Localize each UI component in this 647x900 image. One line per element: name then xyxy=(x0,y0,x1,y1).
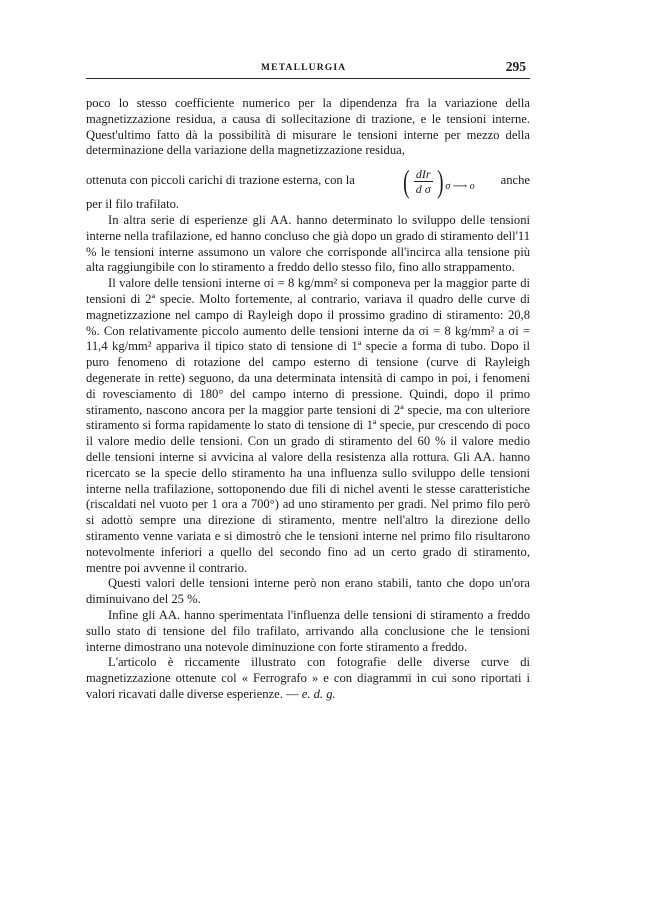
formula-denominator: d σ xyxy=(415,181,431,196)
formula-lead-text: ottenuta con piccoli carichi di trazione esterna, con la xyxy=(86,173,355,188)
author-signature: e. d. g. xyxy=(301,686,336,701)
formula-subscript: σ ⟶ o xyxy=(445,181,475,193)
paragraph: poco lo stesso coefficiente numerico per la dipendenza fra la variazione della magnetizzazione residua, a causa di sollecitazione di trazione, e le tensioni interne. Quest'ultimo fatto dà la possibilità di misurare le tensioni interne per mezzo della determinazione della variazione della magnetizzazione residua, xyxy=(86,96,530,158)
formula-numerator: dIr xyxy=(415,166,431,181)
paragraph-continuation: per il filo trafilato. xyxy=(86,197,180,212)
page xyxy=(86,56,530,703)
running-header xyxy=(86,56,530,79)
paragraph: In altra serie di esperienze gli AA. hanno determinato lo sviluppo delle tensioni interne nella trafilazione, ed hanno concluso che già dopo un grado di stiramento dell'11 % le tensioni interne assumono un valore che corrisponde all'incirca alla tensione più alta raggiungibile con lo stiramento a freddo dello stesso filo, fino allo strappamento. xyxy=(86,212,530,275)
paragraph-text: L'articolo è riccamente illustrato con fotografie delle diverse curve di magnetizzazione ottenute col « Ferrografo » e con diagrammi in cui sono riportati i valori ricavati dalle diverse esperienze. — xyxy=(86,655,530,701)
page-number: 295 xyxy=(505,59,526,74)
paragraph: Il valore delle tensioni interne σi = 8 kg/mm² si componeva per la maggior parte di tensioni di 2ª specie. Molto fortemente, al contrario, variava il quadro delle curve di magnetizzazione nel campo di Rayleigh dopo il prossimo gradino di stiramento: 20,8 %. Con relativamente piccolo aumento delle tensioni interne da σi = 8 kg/mm² a σi = 11,4 kg/mm² appariva il tipico stato di tensione di 1ª specie a forma di tubo. Dopo il puro fenomeno di rotazione del campo esterno di tensione (curve di Rayleigh degenerate in rette) seguono, da una determinata intensità di campo in poi, i fenomeni di rovesciamento di 180° del campo interno di pressione. Quindi, dopo il primo stiramento, nascono ancora per la maggior parte tensioni di 2ª specie, ma con ulteriore stiramento si forma rapidamente lo stato di tensione di 1ª specie, pur crescendo di poco il valore medio delle tensioni. Con un grado di stiramento del 60 % il valore medio delle tensioni interne si avvicina al valore della resistenza alla rottura. Gli AA. hanno ricercato se la specie dello stiramento ha una influenza sullo sviluppo delle tensioni interne nella trafilazione, sottoponendo due fili di nichel aventi le stesse caratteristiche (riscaldati nel vuoto per 1 ora a 700°) ad uno stiramento per gradi. Nel primo filo però si adottò sempre una direzione di stiramento, mentre nell'altro la direzione dello stiramento venne variata e si dimostrò che le tensioni interne nel primo filo risultarono notevolmente inferiori a quello del secondo fino ad un certo grado di stiramento, mentre poi avvenne il contrario. xyxy=(86,276,530,575)
formula-trailing-text: anche xyxy=(500,173,530,188)
paragraph: Infine gli AA. hanno sperimentata l'influenza delle tensioni di stiramento a freddo sullo stato di tensione del filo trafilato, arrivando alla conclusione che le tensioni interne dimostrano una notevole diminuzione con forte stiramento a freddo. xyxy=(86,607,530,654)
derivative-formula: ( $\frac{\text{dIr}}{\text{d σ}}$ ) σ ⟶ o xyxy=(403,163,475,200)
running-head: METALLURGIA xyxy=(261,63,347,73)
formula-line xyxy=(86,163,530,200)
paragraph: Questi valori delle tensioni interne però non erano stabili, tanto che dopo un'ora diminuivano del 25 %. xyxy=(86,576,530,607)
body-text xyxy=(86,96,530,703)
paragraph-final xyxy=(86,655,530,702)
